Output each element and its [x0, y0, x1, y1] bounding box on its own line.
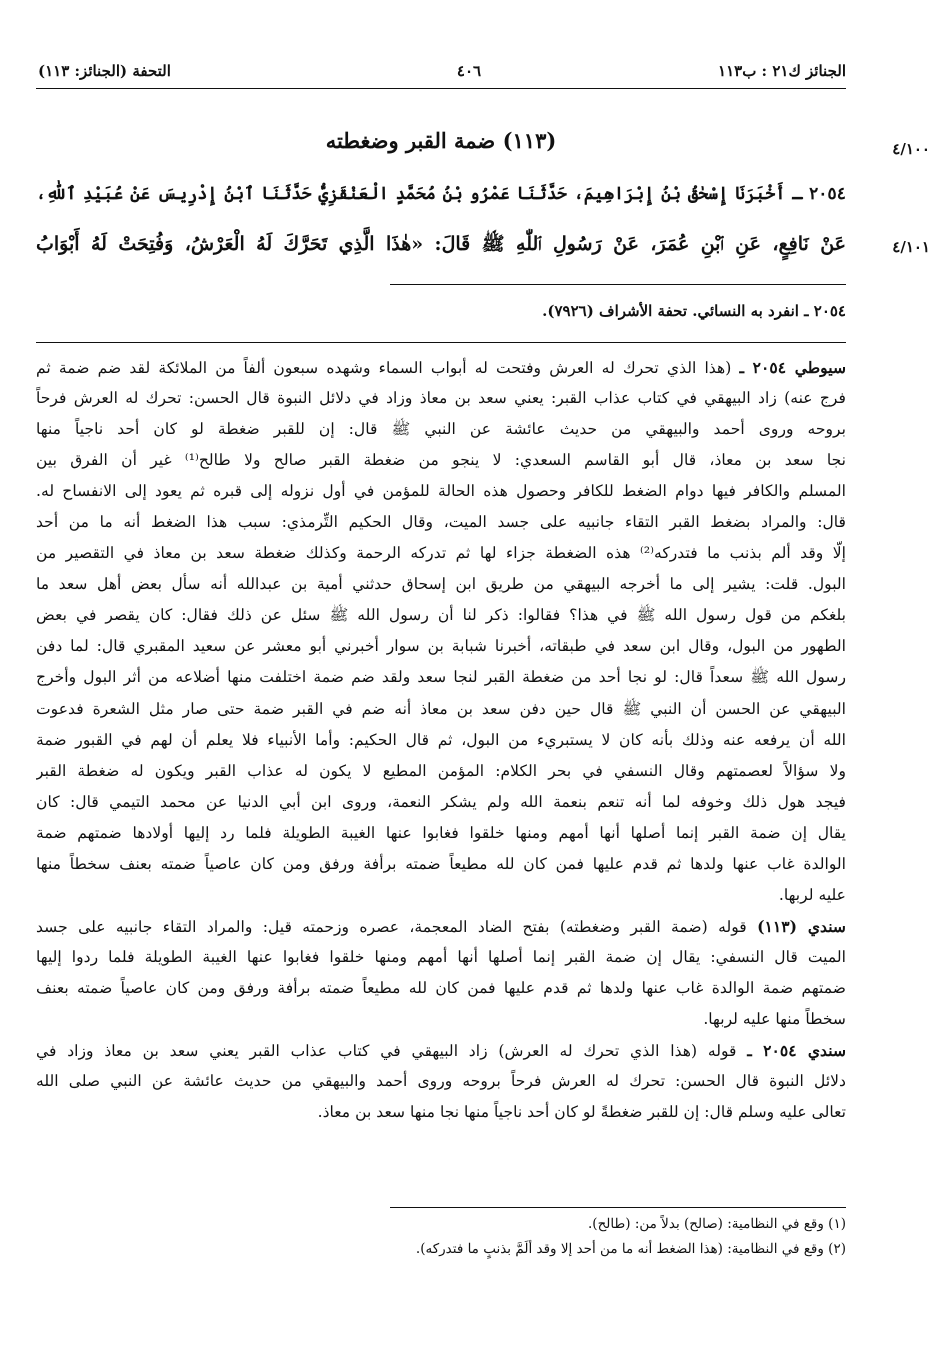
commentary-text: قوله (ضمة القبر وضغطته) بفتح الضاد المعجمة، عصره وزحمته قيل: والمراد التقاء جانبيه على جسد	[36, 917, 758, 936]
page-number: ٤٠٦	[456, 62, 482, 80]
commentary-line	[36, 538, 846, 569]
commentary-text: رسول الله ﷺ سعداً قال: لو نجا أحد من ضغطة القبر لنجا سعد ولقد ضم ضمة اختلفت منها أضلاعه من أثر البول وأخرج	[36, 668, 846, 687]
commentary-line	[36, 694, 846, 725]
commentary-text: دلائل النبوة قال الحسن: تحرك له العرش فرحاً بروحه وروى أحمد والبيهقي من حديث عائشة عن النبي صلى الله	[36, 1072, 846, 1091]
commentary-text: قوله (هذا الذي تحرك له العرش) زاد البيهقي في كتاب عذاب القبر يعني سعد بن معاذ وزاد في	[36, 1042, 748, 1061]
commentary-line	[36, 973, 846, 1004]
commentary-text: (هذا الذي تحرك له العرش وفتحت له أبواب السماء وشهده سبعون ألفاً من الملائكة لقد ضم ضمة ثم	[36, 359, 740, 377]
commentary-text: سخطاً منها عليه لربها.	[703, 1009, 846, 1028]
commentary-line	[36, 1097, 846, 1128]
commentary-line	[36, 662, 846, 693]
commentary-line	[36, 1004, 846, 1035]
commentary-line	[36, 911, 846, 942]
commentary-line	[36, 507, 846, 538]
commentary-line	[36, 756, 846, 787]
margin-ref-1: ٤/١٠٠	[892, 140, 930, 158]
commentary-line	[36, 880, 846, 911]
commentary-text: بلغكم من قول رسول الله ﷺ في هذا؟ فقالوا: ذكر لنا أن رسول الله ﷺ سئل عن ذلك فقال: كان يقصر في بعض	[36, 606, 846, 625]
footnote: (١) وقع في النظامية: (صالح) بدلاً من: (طالح).	[588, 1216, 846, 1232]
takhrij-note: ٢٠٥٤ ـ انفرد به النسائي. تحفة الأشراف (٧٩٢٦).	[542, 302, 846, 320]
commentary-line	[36, 818, 846, 849]
commentary-text: البيهقي عن الحسن أن النبي ﷺ قال حين دفن سعد بن معاذ أنه ضم في القبر ضمة حتى صار مثل الشعرة فدعوت	[36, 699, 846, 718]
commentary-line	[36, 1035, 846, 1066]
commentary-line	[36, 476, 846, 507]
margin-ref-2: ٤/١٠١	[892, 238, 930, 256]
hadith-line: عَنْ نَافِعٍ، عَنِ ٱبْنِ عُمَرَ، عَنْ رَسُولِ ٱللّٰهِ ﷺ قَالَ: «هٰذَا الَّذِي تَحَرَّكَ لَهُ الْعَرْشُ، وَفُتِحَتْ لَهُ أَبْوَابُ	[36, 233, 846, 255]
commentary-line	[36, 631, 846, 662]
commentary-line	[36, 445, 846, 476]
hadith-line: ٢٠٥٤ ـ أَخْبَرَنَا إِسْحٰقُ بْنُ إِبْرَاهِيمَ، حَدَّثَنَا عَمْرُو بْنُ مُحَمَّدٍ الْعَنْقَزِيُّ حَدَّثَنَا ٱبْنُ إِدْرِيسَ عَنْ عُبَيْدِ ٱللّٰهِ،	[36, 184, 846, 204]
commentary-text: ولا سؤالاً لعصمتهم وقال النسفي في بحر الكلام: المؤمن المطيع لا يكون له عذاب القبر ويكون له ضغطة القبر	[36, 761, 846, 780]
commentary-block	[36, 352, 846, 1128]
commentary-line	[36, 1066, 846, 1097]
running-header-tuhfa: التحفة (الجنائز: ١١٣)	[38, 62, 171, 80]
commentary-text: قال: والمراد بضغط القبر التقاء جانبيه على جسد الميت، وقال الحكيم التِّرمذي: سبب هذا الضغط أنه ما من أحد	[36, 513, 846, 532]
commentary-text: نجا سعد بن معاذ، قال أبو القاسم السعدي: لا ينجو من ضغطة القبر صالح ولا طالح⁽¹⁾ غير أن الفرق بين	[36, 451, 846, 470]
commentary-text: تعالى عليه وسلم قال: إن للقبر ضغطةً لو كان أحد ناجياً منها نجا منها سعد بن معاذ.	[317, 1103, 846, 1122]
commentary-line	[36, 383, 846, 414]
commentary-text: فيجد هول ذلك وخوفه لما أنه تنعم بنعمة الله ولم يشكر النعمة، وروى ابن أبي الدنيا عن محمد التيمي قال: كان	[36, 792, 846, 811]
commentary-text: عليه لربها.	[778, 885, 846, 904]
running-header-chapter: الجنائز ك٢١ : ب١١٣	[718, 62, 846, 80]
commentary-text: البول. قلت: يشير إلى ما أخرجه البيهقي من طريق ابن إسحاق حدثني أمية بن عبدالله أنه سأل بعض أهل سعد ما	[36, 575, 846, 594]
commentary-label: سندي (١١٣)	[757, 916, 846, 936]
commentary-text: بروحه وروى أحمد والبيهقي من حديث عائشة عن النبي ﷺ قال: إن للقبر ضغطة لو كان أحد ناجياً منها	[36, 420, 846, 439]
takhrij-rule	[390, 284, 846, 285]
commentary-text: يقال إن ضمة القبر إنما أصلها أنها أمهم ومنها خلقوا فغابوا عنها الغيبة الطويلة فلما رد إليها أولادها ضمتهم ضمة	[36, 823, 846, 842]
commentary-line	[36, 787, 846, 818]
commentary-rule	[36, 342, 846, 343]
commentary-line	[36, 942, 846, 973]
footnote: (٢) وقع في النظامية: (هذا الضغط أنه ما من أحد إلا وقد ألَمَّ بذنبٍ ما فتدركه).	[415, 1241, 846, 1257]
commentary-text: الله أن يرفعه عنه وذلك بأنه كان لا يستبريء من البول، ثم قال الحكيم: وأما الأنبياء فلا يعلم أن لهم في القبور ضمة	[36, 730, 846, 749]
header-rule	[36, 88, 846, 89]
commentary-label: سندي ٢٠٥٤ ـ	[747, 1041, 846, 1061]
commentary-text: الوالدة غاب عنها ولدها ثم قدم عليها فمن كان لله مطيعاً ضمته برأفة ورفق ومن كان عاصياً ضمته بعنف سخطاً منها	[36, 854, 846, 873]
commentary-text: فرج عنه) زاد البيهقي في كتاب عذاب القبر: يعني سعد بن معاذ وزاد في دلائل النبوة قال الحسن: تحرك له العرش فرحاً	[36, 389, 846, 408]
footnotes	[36, 1212, 846, 1262]
commentary-line	[36, 849, 846, 880]
commentary-line	[36, 414, 846, 445]
commentary-text: الميت قال النسفي: يقال إن ضمة القبر إنما أصلها أنها أمهم ومنها خلقوا فغابوا عنها الغيبة الطويلة فلما ردوا إليها	[36, 947, 846, 966]
chapter-title: (١١٣) ضمة القبر وضغطته	[325, 128, 557, 153]
commentary-text: ضمتهم ضمة الوالدة غاب عنها ولدها ثم قدم عليها فمن كان لله مطيعاً ضمته برأفة ورفق ومن كان عاصياً ضمته بعنف	[36, 978, 846, 997]
commentary-line	[36, 725, 846, 756]
commentary-line	[36, 600, 846, 631]
commentary-text: الطهور من البول، وقال ابن سعد في طبقاته، أخبرنا شبابة بن سوار أخبرني أبو معشر عن سعيد المقبري قال: لما دفن	[36, 637, 846, 656]
commentary-text: المسلم والكافر فيها دوام الضغط للكافر وحصول هذه الحالة للمؤمن في أول نزوله إلى قبره ثم يعود إلى الانفساح له.	[36, 482, 846, 501]
commentary-text: إلّا وقد ألم بذنب ما فتدركه⁽²⁾ هذه الضغطة جزاء لها ثم تدركه الرحمة وكذلك ضغطة سعد بن معاذ في التقصير من	[36, 544, 846, 563]
commentary-label: سيوطي ٢٠٥٤ ـ	[739, 358, 846, 377]
footnote-rule	[390, 1207, 846, 1208]
commentary-line	[36, 352, 846, 383]
commentary-line	[36, 569, 846, 600]
